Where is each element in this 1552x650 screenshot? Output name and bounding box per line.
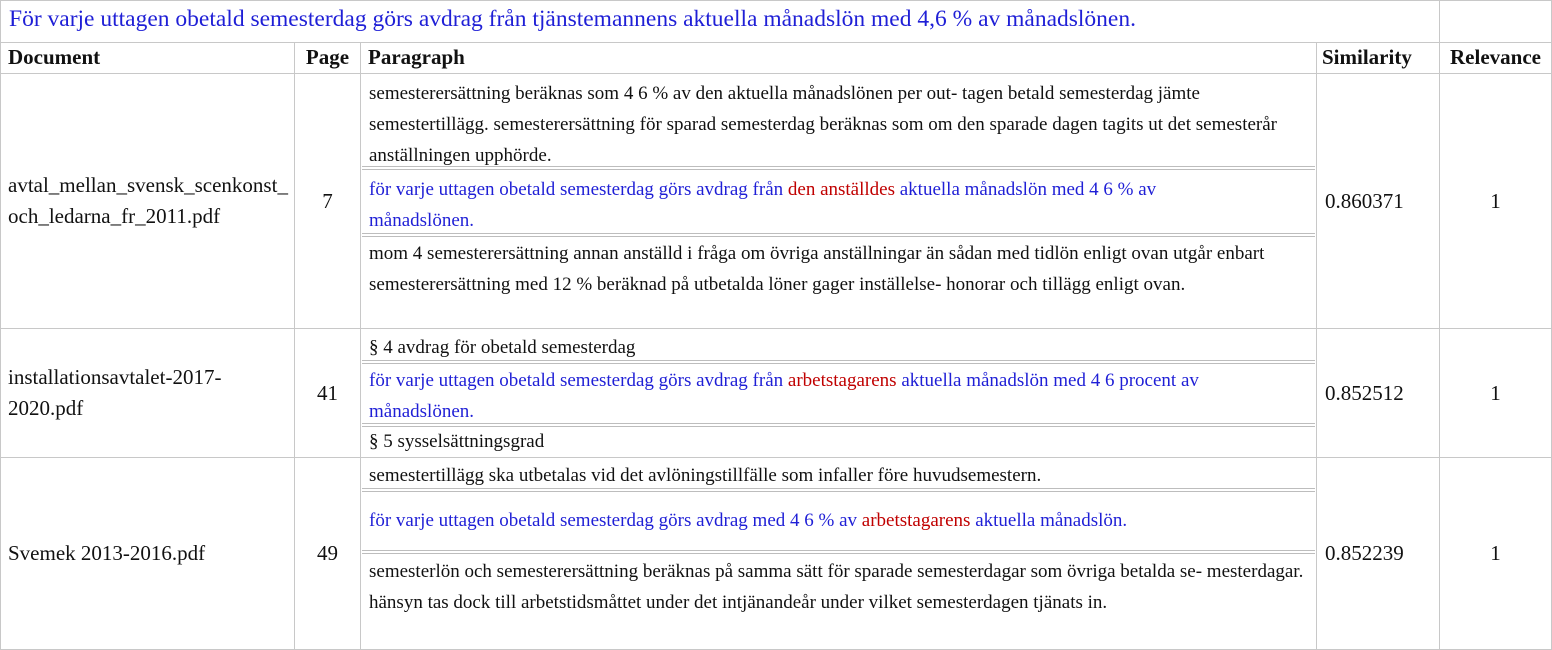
matched-paragraph — [361, 491, 1316, 550]
query-text: För varje uttagen obetald semesterdag görs avdrag från tjänstemannens aktuella månadslön med 4,6 % av månadslönen. — [9, 6, 1136, 32]
context-after: § 5 sysselsättningsgrad — [369, 431, 545, 452]
document-cell — [0, 74, 294, 328]
relevance-cell: 1 — [1490, 380, 1501, 405]
relevance-cell: 1 — [1490, 188, 1501, 213]
relevance-cell: 1 — [1490, 541, 1501, 565]
paragraph-divider — [362, 550, 1315, 551]
similarity-cell: 0.852239 — [1325, 541, 1404, 565]
document-cell — [0, 458, 294, 649]
matched-paragraph — [361, 363, 1281, 423]
page-cell: 49 — [317, 541, 338, 565]
context-after: semesterlön och semesterersättning beräknas på samma sätt för sparade semesterdagar som övriga betalda se- mesterdagar. hänsyn tas dock till arbetstidsmåttet under det intjänandeår under vilket semesterdagen tjänats in. — [369, 561, 1304, 613]
header-similarity: Similarity — [1322, 45, 1412, 69]
paragraph-divider — [362, 233, 1315, 234]
document-name: Svemek 2013-2016.pdf — [8, 541, 206, 565]
match-diff: arbetstagarens — [787, 370, 897, 391]
match-text: för varje uttagen obetald semesterdag görs avdrag från — [369, 370, 788, 391]
match-text: för varje uttagen obetald semesterdag görs avdrag med 4 6 % av — [369, 510, 862, 531]
match-text: aktuella månadslön. — [970, 510, 1128, 531]
header-document: Document — [8, 45, 101, 69]
match-text: aktuella månadslön med 4 6 procent av månadslönen. — [369, 370, 1199, 422]
header-page: Page — [305, 45, 350, 69]
match-text: aktuella månadslön med 4 6 % av månadslönen. — [369, 179, 1157, 231]
document-cell — [0, 329, 294, 457]
context-before: semestertillägg ska utbetalas vid det avlöningstillfälle som infaller före huvudsemestern. — [369, 465, 1042, 486]
page-cell: 7 — [322, 188, 333, 213]
document-name: avtal_mellan_svensk_scenkonst_och_ledarna_fr_2011.pdf — [8, 173, 288, 228]
page-cell: 41 — [317, 380, 338, 405]
match-text: för varje uttagen obetald semesterdag görs avdrag från — [369, 179, 788, 200]
match-diff: den anställdes — [787, 179, 895, 200]
header-paragraph: Paragraph — [368, 45, 465, 69]
header-relevance: Relevance — [1450, 45, 1541, 69]
context-before: semesterersättning beräknas som 4 6 % av den aktuella månadslönen per out- tagen betald semesterdag jämte semestertillägg. semesterersättning för sparad semesterdag beräknas som om den sparade dagen tagits ut det semesterår anställningen upphörde. — [369, 83, 1277, 166]
similarity-cell: 0.852512 — [1325, 380, 1404, 405]
document-name: installationsavtalet-2017-2020.pdf — [8, 365, 222, 420]
context-after: mom 4 semesterersättning annan anställd i fråga om övriga anställningar än sådan med tidlön enligt ovan utgår enbart semesterersättning med 12 % beräknad på utbetalda löner gager inställelse- honorar och tillägg enligt ovan. — [369, 243, 1265, 295]
context-before: § 4 avdrag för obetald semesterdag — [369, 337, 636, 358]
similarity-cell: 0.860371 — [1325, 188, 1404, 213]
match-diff: arbetstagarens — [861, 510, 971, 531]
matched-paragraph — [361, 172, 1261, 233]
